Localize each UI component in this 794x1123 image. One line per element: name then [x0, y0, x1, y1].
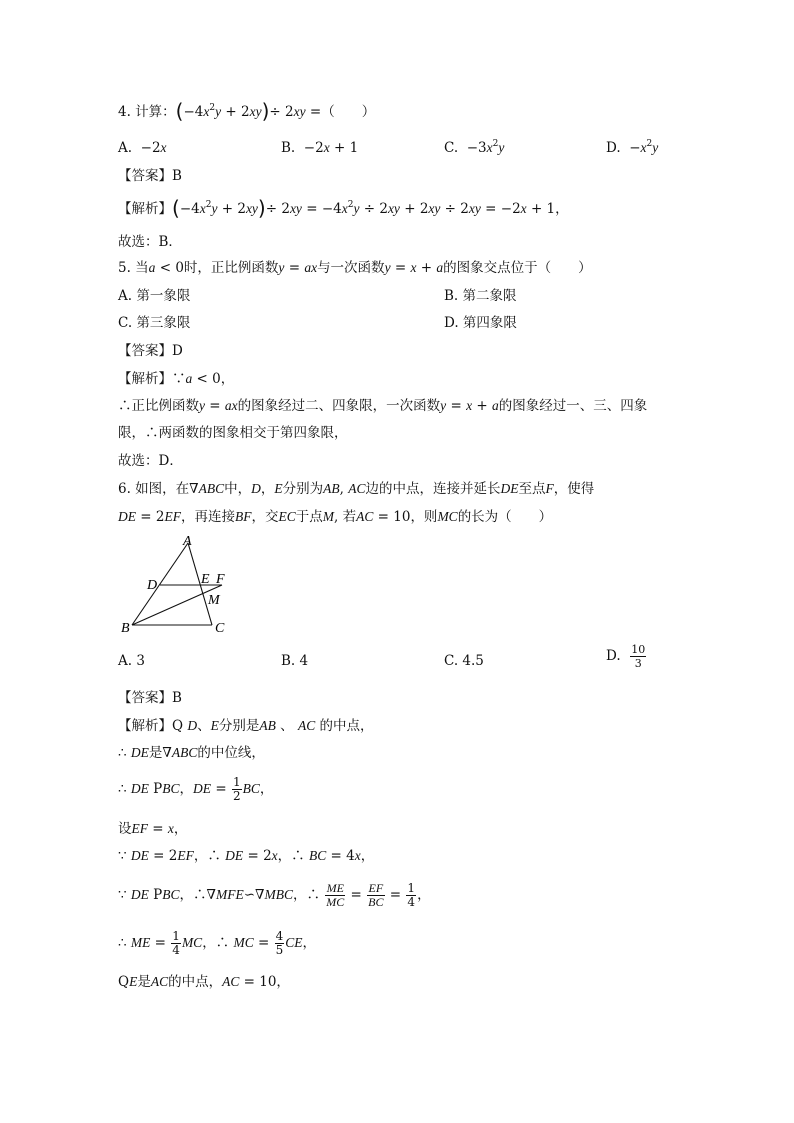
- q6-analysis-3: ∴ DE PBC，DE = $\frac{1}{2}$ BC，: [118, 775, 274, 803]
- label-d: D: [147, 578, 158, 593]
- q6-analysis-6: ∵ DE PBC，∴∇MFE∽∇MBC，∴ $\frac{ME}{MC}$ = $\frac{EF}{BC}$ = $\frac{1}{4}$ ，: [118, 881, 431, 909]
- q5-stem: 5. 当a < 0时，正比例函数y = ax与一次函数y = x + a的图象交点位于（ ）: [118, 260, 592, 276]
- q5-answer: 【答案】D: [118, 343, 183, 359]
- q6-analysis-8: QE是AC的中点，AC = 10，: [118, 974, 290, 990]
- q4-conclusion: 故选：B．: [118, 234, 182, 250]
- q6-analysis-4: 设EF = x，: [118, 821, 188, 837]
- q5-conclusion: 故选：D．: [118, 453, 183, 469]
- q5-option-d: D. 第四象限: [444, 315, 517, 331]
- q4-stem: 4. 计算：$(-4x^2y + 2xy)\div 2xy$ =（ ）: [118, 99, 376, 123]
- q5-option-c: C. 第三象限: [118, 315, 191, 331]
- q4-option-a: A. −2x: [118, 140, 167, 156]
- label-a: A: [183, 534, 192, 549]
- q6-analysis-5: ∵ DE = 2EF，∴ DE = 2x，∴ BC = 4x，: [118, 848, 375, 864]
- q5-option-b: B. 第二象限: [444, 288, 517, 304]
- q6-analysis-1: 【解析】Q D、E分别是AB 、 AC 的中点，: [118, 718, 374, 734]
- q6-analysis-7: ∴ ME = $\frac{1}{4}$ MC，∴ MC = $\frac{4}{5}$ CE，: [118, 929, 317, 957]
- q6-stem-2: DE = 2EF，再连接BF，交EC于点M, 若AC = 10，则MC的长为（ ）: [118, 509, 553, 525]
- q5-analysis-1: 【解析】∵a < 0，: [118, 371, 235, 387]
- q4-option-d: D. $-x^2y$: [606, 139, 659, 156]
- q4-option-c: C. $-3x^2y$: [444, 139, 505, 156]
- q4-answer: 【答案】B: [118, 168, 182, 184]
- q6-analysis-2: ∴ DE是∇ABC的中位线，: [118, 745, 265, 761]
- q6-stem-1: 6. 如图，在∇ABC中，D，E分别为AB, AC边的中点，连接并延长DE至点F，使得: [118, 481, 595, 497]
- q6-option-d: D. $\frac{10}{3}$: [606, 643, 646, 670]
- label-e: E: [201, 572, 210, 587]
- q5-option-a: A. 第一象限: [118, 288, 191, 304]
- label-f: F: [216, 572, 225, 587]
- q4-analysis: 【解析】$(-4x^2y + 2xy)\div 2xy = -4x^2y \div 2xy + 2xy \div 2xy = -2x + 1$，: [118, 196, 569, 220]
- q6-option-c: C. 4.5: [444, 653, 484, 669]
- label-c: C: [215, 621, 225, 636]
- q5-analysis-2: ∴正比例函数y = ax的图象经过二、四象限，一次函数y = x + a的图象经过一、三、四象: [118, 398, 648, 414]
- label-b: B: [121, 621, 130, 636]
- geometry-figure: [112, 530, 242, 640]
- q5-analysis-3: 限，∴两函数的图象相交于第四象限，: [118, 425, 348, 441]
- q4-option-b: B. −2x + 1: [281, 140, 359, 156]
- q6-answer: 【答案】B: [118, 690, 182, 706]
- q6-option-a: A. 3: [118, 653, 145, 669]
- q6-option-b: B. 4: [281, 653, 309, 669]
- label-m: M: [208, 593, 220, 608]
